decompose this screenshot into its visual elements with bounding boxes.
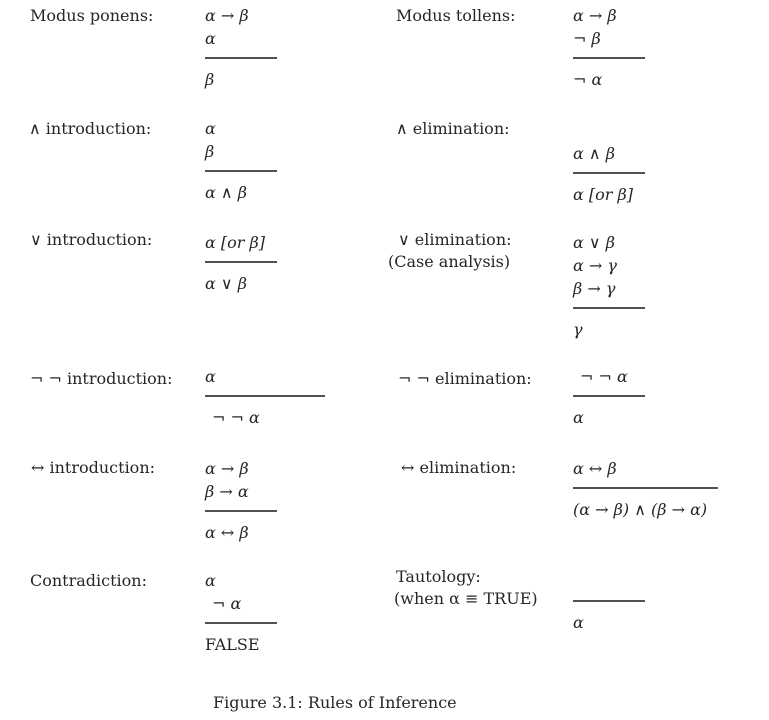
conclusion: (α → β) ∧ (β → α) bbox=[573, 500, 708, 519]
conclusion: ¬ α bbox=[573, 70, 603, 89]
premise: α bbox=[205, 367, 216, 386]
premise: α bbox=[205, 29, 216, 48]
rule-formulas-not-not-introduction bbox=[205, 365, 325, 429]
inference-line bbox=[573, 600, 645, 602]
inference-line bbox=[205, 261, 277, 263]
rule-formulas-modus-tollens bbox=[573, 4, 645, 91]
rule-label-and-introduction: ∧ introduction: bbox=[29, 119, 152, 138]
premise: ¬ β bbox=[573, 29, 601, 48]
rule-formulas-not-not-elimination bbox=[573, 365, 645, 429]
rule-label-or-elimination bbox=[388, 229, 512, 273]
conclusion: α ↔ β bbox=[205, 523, 249, 542]
rule-label-iff-introduction: ↔ introduction: bbox=[31, 458, 156, 477]
rule-label-and-elimination: ∧ elimination: bbox=[396, 119, 510, 138]
rule-sublabel: (when α ≡ TRUE) bbox=[394, 589, 538, 608]
premise: α → β bbox=[573, 6, 617, 25]
premise: α ∧ β bbox=[573, 144, 615, 163]
conclusion: α bbox=[573, 613, 584, 632]
premise: β bbox=[205, 142, 215, 161]
premise: α [or β] bbox=[205, 233, 265, 252]
inference-line bbox=[205, 622, 277, 624]
rule-formulas-iff-elimination bbox=[573, 457, 718, 521]
inference-line bbox=[205, 510, 277, 512]
inference-line bbox=[205, 395, 325, 397]
inference-line bbox=[573, 307, 645, 309]
inference-line bbox=[205, 57, 277, 59]
figure-caption: Figure 3.1: Rules of Inference bbox=[213, 693, 457, 712]
rule-label-iff-elimination: ↔ elimination: bbox=[401, 458, 517, 477]
rule-label-line: ∨ elimination: bbox=[398, 230, 512, 249]
rule-label-modus-ponens: Modus ponens: bbox=[30, 6, 154, 25]
rule-formulas-or-elimination bbox=[573, 231, 645, 341]
inference-line bbox=[573, 487, 718, 489]
conclusion: FALSE bbox=[205, 635, 260, 654]
premise: α bbox=[205, 571, 216, 590]
premise: α ∨ β bbox=[573, 233, 615, 252]
inference-line bbox=[205, 170, 277, 172]
rule-formulas-or-introduction bbox=[205, 231, 277, 295]
conclusion: α [or β] bbox=[573, 185, 633, 204]
rule-label-not-not-elimination: ¬ ¬ elimination: bbox=[398, 369, 532, 388]
conclusion: γ bbox=[573, 320, 583, 339]
rule-formulas-contradiction bbox=[205, 569, 277, 656]
rule-formulas-and-elimination bbox=[573, 142, 645, 206]
premise: α → β bbox=[205, 459, 249, 478]
conclusion: α ∨ β bbox=[205, 274, 247, 293]
premise: β → γ bbox=[573, 279, 616, 298]
conclusion: β bbox=[205, 70, 215, 89]
rule-label-or-introduction: ∨ introduction: bbox=[30, 230, 153, 249]
inference-line bbox=[573, 172, 645, 174]
premise: α → β bbox=[205, 6, 249, 25]
premise: ¬ ¬ α bbox=[580, 367, 628, 386]
inference-line bbox=[573, 57, 645, 59]
inference-line bbox=[573, 395, 645, 397]
rule-label-not-not-introduction: ¬ ¬ introduction: bbox=[30, 369, 173, 388]
rule-formulas-and-introduction bbox=[205, 117, 277, 204]
rule-label-line: Tautology: bbox=[396, 567, 481, 586]
conclusion: α bbox=[573, 408, 584, 427]
rule-label-modus-tollens: Modus tollens: bbox=[396, 6, 516, 25]
premise: α → γ bbox=[573, 256, 617, 275]
rule-sublabel: (Case analysis) bbox=[388, 252, 511, 271]
rule-formulas-modus-ponens bbox=[205, 4, 277, 91]
rule-formulas-iff-introduction bbox=[205, 457, 277, 544]
rule-label-tautology bbox=[394, 566, 538, 610]
premise: ¬ α bbox=[212, 594, 242, 613]
premise: β → α bbox=[205, 482, 249, 501]
premise: α ↔ β bbox=[573, 459, 617, 478]
rule-formulas-tautology bbox=[573, 593, 645, 634]
conclusion: ¬ ¬ α bbox=[212, 408, 260, 427]
premise: α bbox=[205, 119, 216, 138]
conclusion: α ∧ β bbox=[205, 183, 247, 202]
rule-label-contradiction: Contradiction: bbox=[30, 571, 147, 590]
